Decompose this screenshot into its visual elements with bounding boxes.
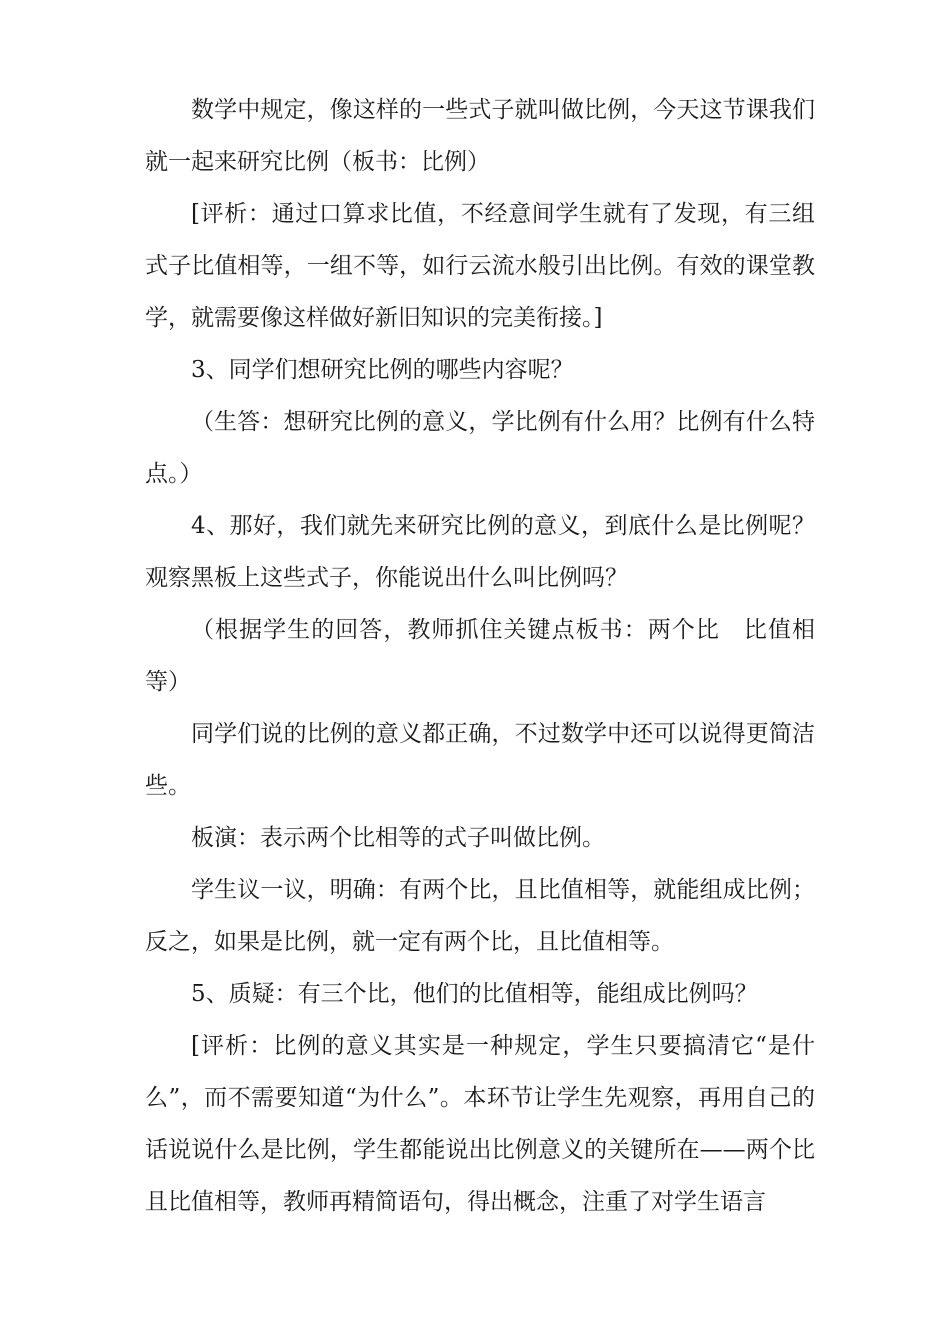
paragraph-commentary-1: [评析：通过口算求比值，不经意间学生就有了发现，有三组式子比值相等，一组不等，如行云流水般引出比例。有效的课堂教学，就需要像这样做好新旧知识的完美衔接。]	[145, 201, 815, 331]
paragraph-student-answer: （生答：想研究比例的意义，学比例有什么用？比例有什么特点。）	[145, 409, 815, 487]
paragraph-simplify: 同学们说的比例的意义都正确，不过数学中还可以说得更简洁些。	[145, 721, 815, 799]
paragraph-commentary-2: [评析：比例的意义其实是一种规定，学生只要搞清它“是什么”，而不需要知道“为什么”。本环节让学生先观察，再用自己的话说说什么是比例，学生都能说出比例意义的关键所在——两个比且比值相等，教师再精简语句，得出概念，注重了对学生语言	[145, 1033, 815, 1215]
paragraph-step-5: 5、质疑：有三个比，他们的比值相等，能组成比例吗？	[191, 981, 758, 1007]
document-body	[145, 84, 815, 1228]
paragraph-discussion: 学生议一议，明确：有两个比，且比值相等，就能组成比例；反之，如果是比例，就一定有两个比，且比值相等。	[145, 877, 815, 955]
paragraph-step-4: 4、那好，我们就先来研究比例的意义，到底什么是比例呢？观察黑板上这些式子，你能说出什么叫比例吗？	[145, 513, 815, 591]
paragraph-step-3: 3、同学们想研究比例的哪些内容呢？	[191, 357, 574, 383]
paragraph-definition: 数学中规定，像这样的一些式子就叫做比例，今天这节课我们就一起来研究比例（板书：比例）	[145, 97, 815, 175]
paragraph-board-note: （根据学生的回答，教师抓住关键点板书：两个比 比值相等）	[145, 617, 815, 695]
paragraph-board-demo: 板演：表示两个比相等的式子叫做比例。	[191, 825, 605, 851]
